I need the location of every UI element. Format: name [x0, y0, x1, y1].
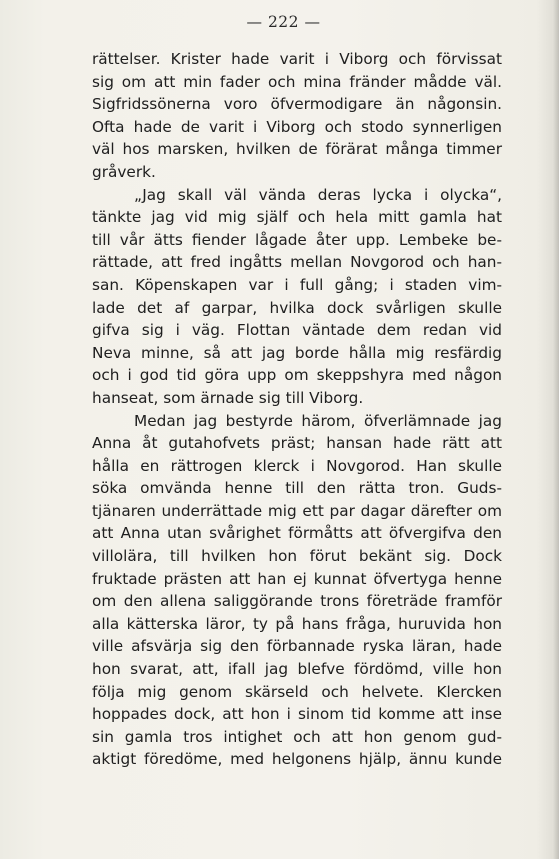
text-line: Sigfridssönerna voro öfvermodigare än någonsin.: [92, 95, 502, 114]
text-line: söka omvända henne till den rätta tron. Guds-: [92, 479, 502, 498]
text-line: rättade, att fred ingåtts mellan Novgorod och han-: [92, 253, 502, 272]
text-line: „Jag skall väl vända deras lycka i olycka“,: [134, 185, 502, 204]
body-text: [92, 48, 502, 771]
text-line: om den allena saliggörande trons företräde framför: [92, 592, 502, 611]
text-line: hanseat, som ärnade sig till Viborg.: [92, 388, 364, 407]
text-line: ville afsvärja sig den förbannade ryska läran, hade: [92, 637, 502, 656]
text-line: aktigt föredöme, med helgonens hjälp, ännu kunde: [92, 750, 502, 769]
text-line: till vår ätts fiender lågade åter upp. Lembeke be-: [92, 230, 502, 249]
text-line: gifva sig i väg. Flottan väntade dem redan vid: [92, 321, 502, 340]
text-line: sin gamla tros intighet och att hon genom gud-: [92, 727, 502, 746]
text-line: Ofta hade de varit i Viborg och stodo synnerligen: [92, 117, 502, 136]
text-line: lade det af garpar, hvilka dock svårligen skulle: [92, 298, 502, 317]
text-line: följa mig genom skärseld och helvete. Klercken: [92, 682, 502, 701]
text-line: sig om att min fader och mina fränder mådde väl.: [92, 72, 502, 91]
text-line: gråverk.: [92, 162, 156, 181]
text-line: och i god tid göra upp om skeppshyra med någon: [92, 366, 502, 385]
text-line: tjänaren underrättade mig ett par dagar därefter om: [92, 501, 502, 520]
page-edge-shadow: [553, 0, 559, 859]
text-line: att Anna utan svårighet förmåtts att öfvergifva den: [92, 524, 502, 543]
text-line: fruktade prästen att han ej kunnat öfvertyga henne: [92, 569, 502, 588]
text-line: hoppades dock, att hon i sinom tid komme att inse: [92, 705, 502, 724]
text-line: villolära, till hvilken hon förut bekänt sig. Dock: [92, 547, 502, 566]
text-line: Anna åt gutahofvets präst; hansan hade rätt att: [92, 434, 502, 453]
text-line: väl hos marsken, hvilken de förärat många timmer: [92, 140, 502, 159]
text-line: hon svarat, att, ifall jag blefve fördömd, ville hon: [92, 660, 502, 679]
text-line: rättelser. Krister hade varit i Viborg och förvissat: [92, 50, 502, 68]
text-line: tänkte jag vid mig själf och hela mitt gamla hat: [92, 208, 502, 227]
text-line: Medan jag bestyrde härom, öfverlämnade jag: [134, 411, 502, 430]
page-number: — 222 —: [246, 13, 321, 31]
text-line: hålla en rättrogen klerck i Novgorod. Han skulle: [92, 456, 502, 475]
text-line: Neva minne, så att jag borde hålla mig resfärdig: [92, 343, 502, 362]
text-line: alla kätterska läror, ty på hans fråga, huruvida hon: [92, 614, 502, 633]
text-line: san. Köpenskapen var i full gång; i staden vim-: [92, 275, 502, 294]
